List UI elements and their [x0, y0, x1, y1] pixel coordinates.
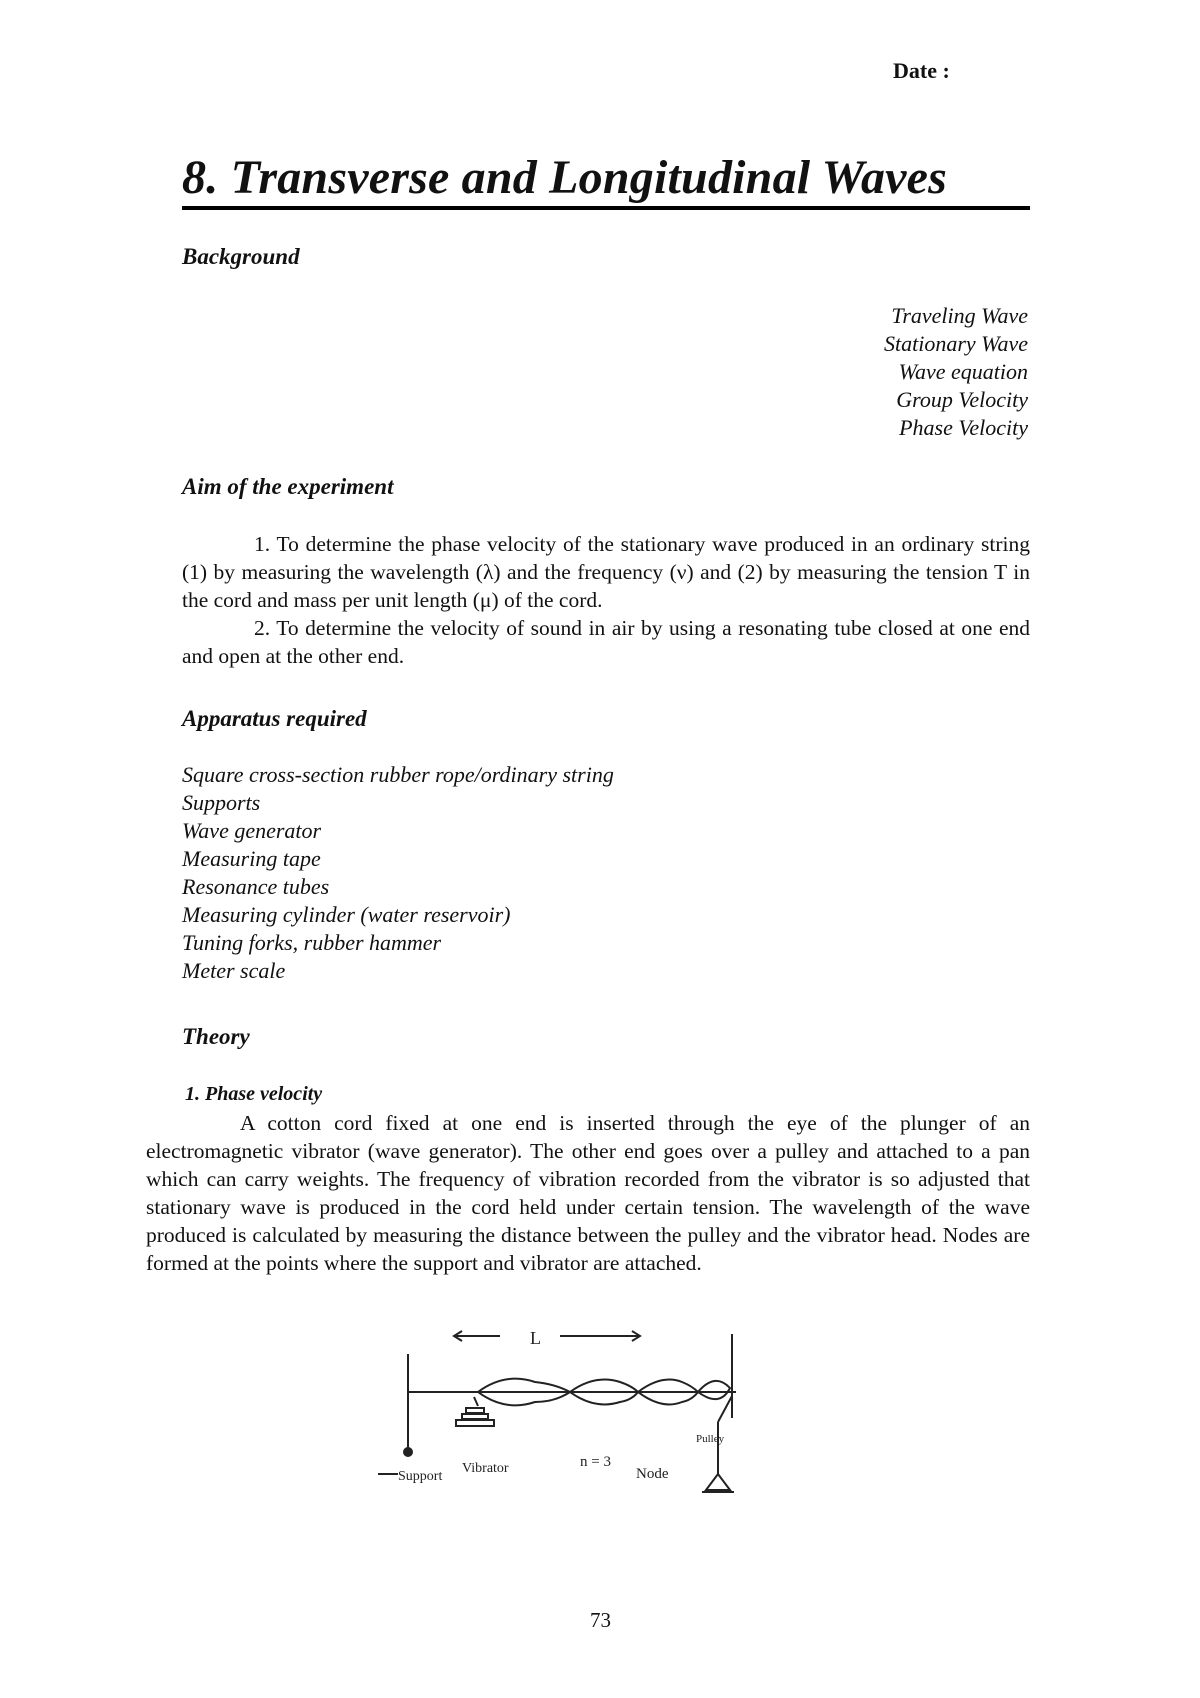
vibrator-label: Vibrator [462, 1461, 509, 1476]
apparatus-item: Measuring cylinder (water reservoir) [182, 902, 511, 927]
aim-item-2: 2. To determine the velocity of sound in air by using a resonating tube closed at one end and open at the other end. [182, 616, 1030, 668]
apparatus-item: Resonance tubes [182, 874, 330, 899]
background-heading: Background [182, 244, 300, 269]
keyword-item: Phase Velocity [899, 415, 1028, 440]
apparatus-item: Wave generator [182, 818, 322, 843]
apparatus-item: Supports [182, 790, 261, 815]
page-number: 73 [590, 1608, 611, 1632]
theory-paragraph: A cotton cord fixed at one end is inserted through the eye of the plunger of an electromagnetic vibrator (wave generator). The other end goes over a pulley and attached to a pan which can carry weights. The frequency of vibration recorded from the vibrator is so adjusted that stationary wave is produced in the cord held under certain tension. The wavelength of the wave produced is calculated by measuring the distance between the pulley and the vibrator head. Nodes are formed at the points where the support and vibrator are attached. [146, 1111, 1030, 1275]
vibrator-body [456, 1420, 494, 1426]
phase-velocity-subheading: 1. Phase velocity [185, 1083, 323, 1105]
keyword-item: Stationary Wave [884, 331, 1028, 356]
loop-4 [698, 1381, 730, 1399]
support-base [404, 1448, 412, 1456]
loops-label: n = 3 [580, 1454, 611, 1470]
pulley-label: Pulley [696, 1433, 725, 1445]
keyword-list [884, 302, 1028, 442]
aim-list [182, 530, 1030, 670]
apparatus-item: Measuring tape [182, 846, 321, 871]
apparatus-heading: Apparatus required [182, 706, 367, 731]
keyword-item: Group Velocity [896, 387, 1028, 412]
title-underline [182, 206, 1030, 210]
node-label: Node [636, 1466, 669, 1482]
keyword-item: Wave equation [898, 359, 1028, 384]
length-label: L [530, 1328, 541, 1348]
apparatus-item: Square cross-section rubber rope/ordinary string [182, 762, 614, 787]
aim-item-1: 1. To determine the phase velocity of the stationary wave produced in an ordinary string (1) by measuring the wavelength (λ) and the frequency (ν) and (2) by measuring the tension T in the cord and mass per unit length (μ) of the cord. [182, 532, 1030, 612]
weight-pan [706, 1474, 730, 1490]
keyword-item: Traveling Wave [891, 303, 1028, 328]
standing-wave-diagram [370, 1322, 740, 1502]
page-title: 8. Transverse and Longitudinal Waves [182, 151, 948, 204]
apparatus-item: Meter scale [182, 958, 286, 983]
support-label: Support [398, 1469, 443, 1484]
date-label: Date : [893, 58, 950, 83]
apparatus-list [182, 761, 614, 985]
apparatus-item: Tuning forks, rubber hammer [182, 930, 442, 955]
aim-heading: Aim of the experiment [182, 474, 394, 499]
theory-heading: Theory [182, 1024, 250, 1049]
